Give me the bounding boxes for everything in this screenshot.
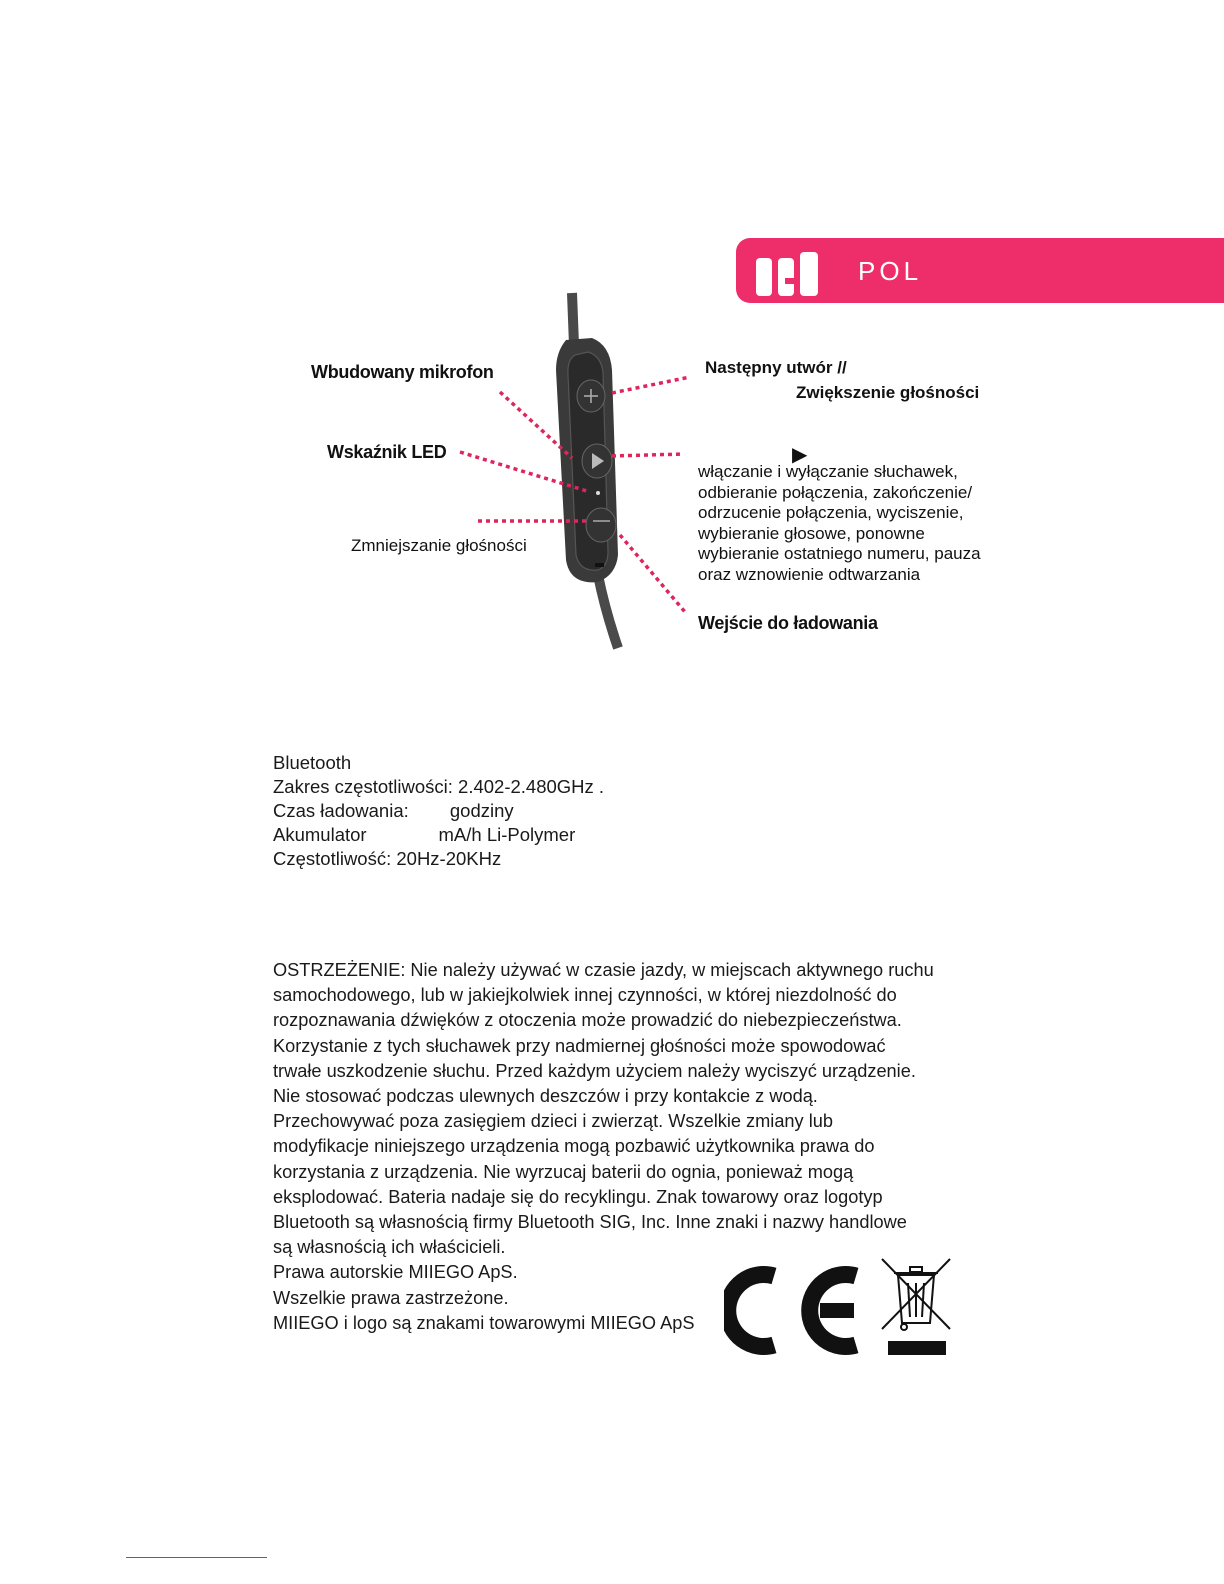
label-volume-down: Zmniejszanie głośności bbox=[351, 536, 527, 555]
warning-line: OSTRZEŻENIE: Nie należy używać w czasie jazdy, w miejscach aktywnego ruchu bbox=[273, 960, 934, 980]
warning-line: rozpoznawania dźwięków z otoczenia może prowadzić do niebezpieczeństwa. bbox=[273, 1010, 902, 1031]
label-play-functions: włączanie i wyłączanie słuchawek, odbieranie połączenia, zakończenie/ odrzucenie połączenia, wyciszenie, wybieranie głosowe, ponowne wybieranie ostatniego numeru, pauza oraz wznowienie odtwarzania bbox=[698, 462, 981, 584]
label-next-track: Następny utwór // bbox=[705, 358, 847, 377]
label-microphone: Wbudowany mikrofon bbox=[311, 362, 494, 382]
spec-line: Częstotliwość: 20Hz-20KHz bbox=[273, 848, 502, 869]
label-volume-up: Zwiększenie głośności bbox=[796, 383, 980, 402]
warning-line: Nie stosować podczas ulewnych deszczów i przy kontakcie z wodą. bbox=[273, 1086, 818, 1107]
warning-line: Bluetooth są własnością firmy Bluetooth SIG, Inc. Inne znaki i nazwy handlowe bbox=[273, 1212, 907, 1233]
warning-line: Korzystanie z tych słuchawek przy nadmiernej głośności może spowodować bbox=[273, 1035, 886, 1056]
spec-line: Bluetooth bbox=[273, 752, 352, 773]
weee-crossed-bin-icon bbox=[880, 1257, 952, 1359]
warning-line: Prawa autorskie MIIEGO ApS. bbox=[273, 1262, 518, 1283]
warning-line: Przechowywać poza zasięgiem dzieci i zwierząt. Wszelkie zmiany lub bbox=[273, 1111, 833, 1132]
ce-mark-icon bbox=[724, 1262, 866, 1359]
warning-line: są własnością ich właścicieli. bbox=[273, 1237, 506, 1258]
language-code: POL bbox=[858, 256, 923, 286]
warning-line: MIIEGO i logo są znakami towarowymi MIIEGO ApS bbox=[273, 1312, 695, 1333]
warning-line: trwałe uszkodzenie słuchu. Przed każdym użyciem należy wyciszyć urządzenie. bbox=[273, 1060, 916, 1081]
warning-line: Wszelkie prawa zastrzeżone. bbox=[273, 1287, 509, 1308]
footnote-separator bbox=[126, 1557, 267, 1558]
warning-line: modyfikacje niniejszego urządzenia mogą pozbawić użytkownika prawa do bbox=[273, 1136, 875, 1157]
warning-line: korzystania z urządzenia. Nie wyrzucaj baterii do ognia, ponieważ mogą bbox=[273, 1161, 854, 1182]
label-charging: Wejście do ładowania bbox=[698, 613, 878, 633]
label-led: Wskaźnik LED bbox=[327, 442, 447, 462]
play-symbol-icon: ▶ bbox=[792, 444, 808, 466]
spec-line: Akumulator mA/h Li-Polymer bbox=[273, 824, 576, 845]
spec-line: Zakres częstotliwości: 2.402-2.480GHz . bbox=[273, 776, 605, 797]
spec-line: Czas ładowania: godziny bbox=[273, 800, 514, 821]
warning-line: samochodowego, lub w jakiejkolwiek innej czynności, w której niezdolność do bbox=[273, 985, 897, 1006]
warning-line: eksplodować. Bateria nadaje się do recyklingu. Znak towarowy oraz logotyp bbox=[273, 1186, 883, 1207]
connector-lines bbox=[0, 0, 1224, 700]
specs-block bbox=[273, 751, 604, 871]
